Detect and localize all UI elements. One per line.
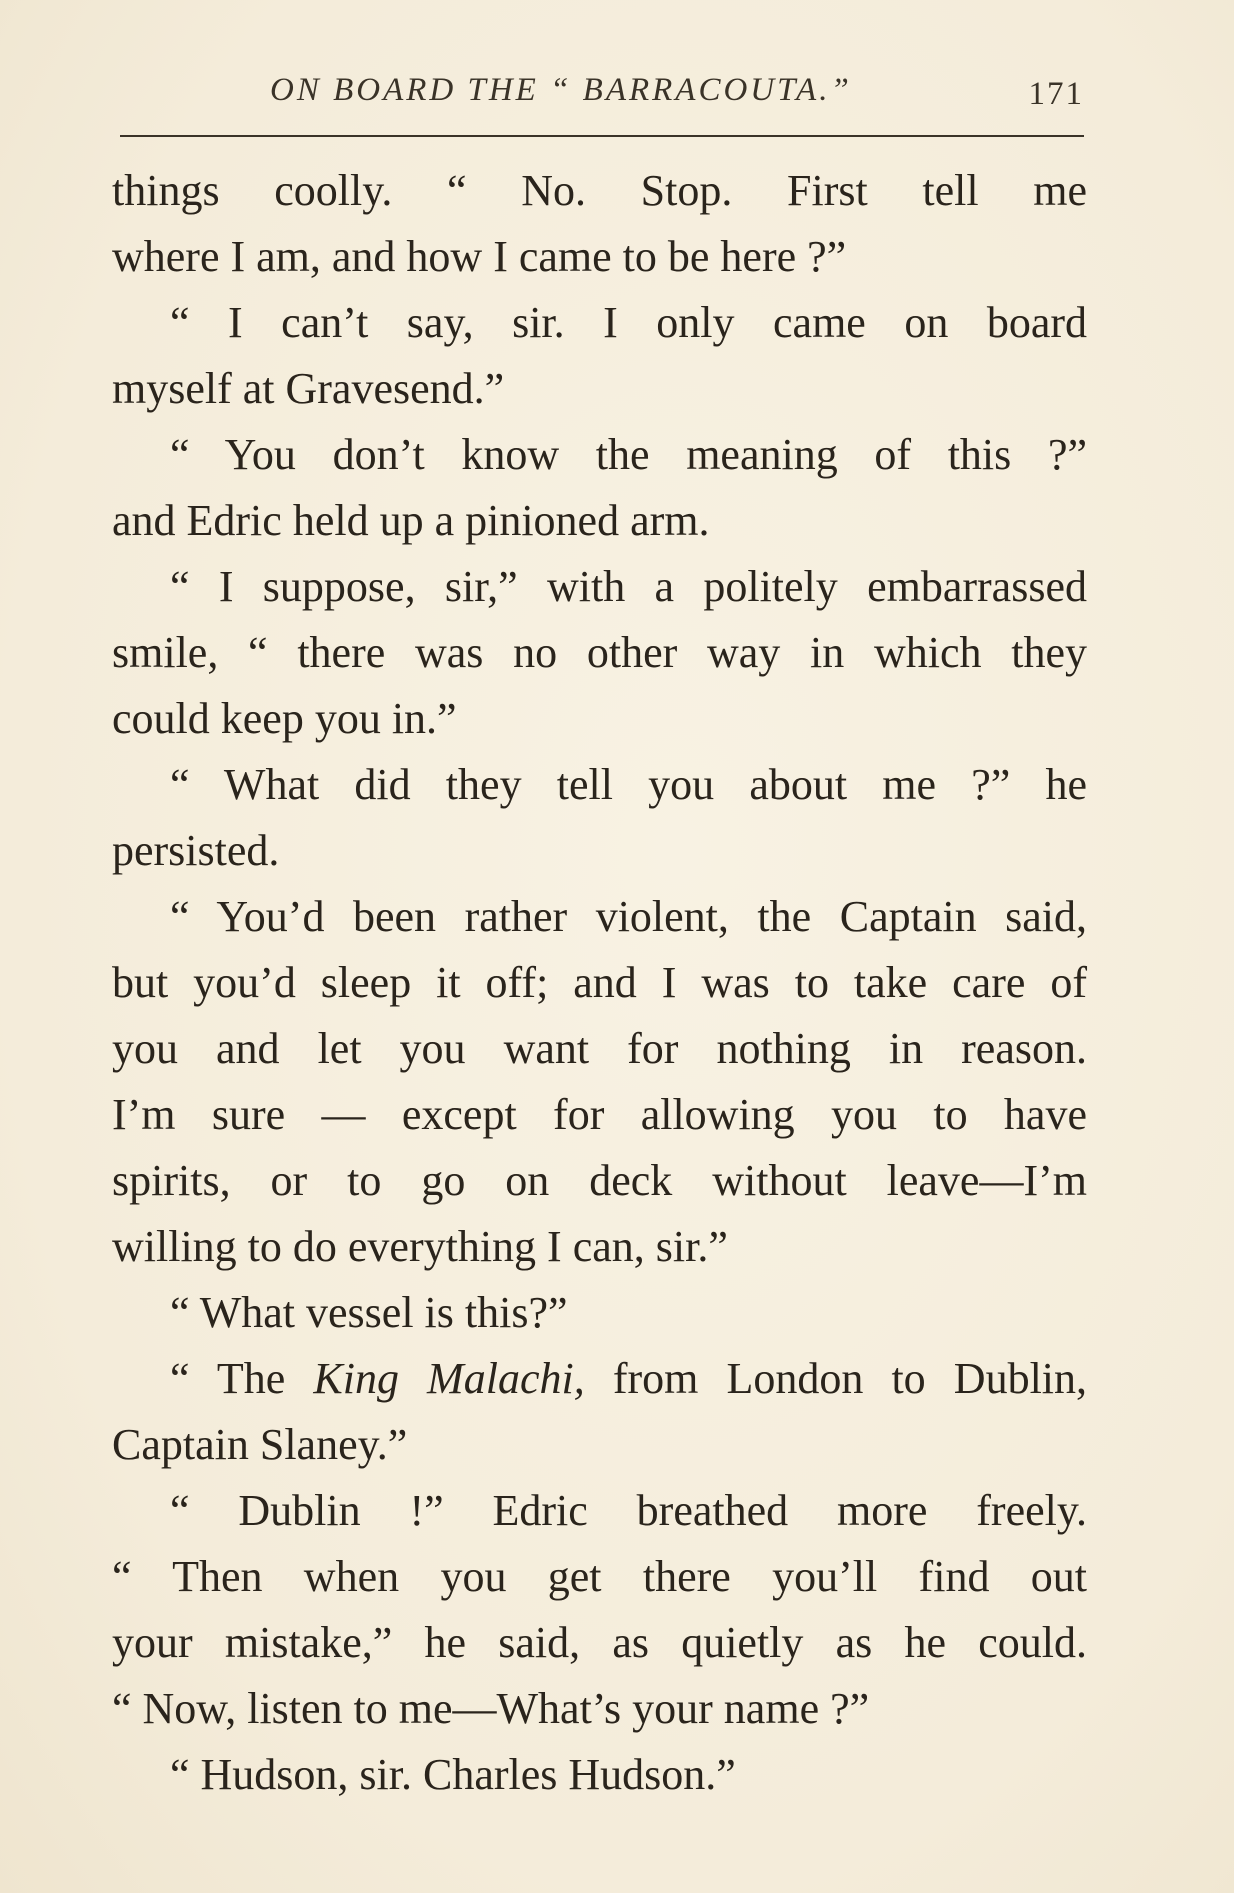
text-line: you and let you want for nothing in reason. [112, 1024, 1087, 1073]
text-line: “ I suppose, sir,” with a politely embarrassed [170, 562, 1087, 611]
page-header [120, 72, 1084, 132]
text-line: things coolly. “ No. Stop. First tell me [112, 166, 1087, 215]
text-line: where I am, and how I came to be here ?” [112, 232, 847, 281]
text-line: “ You’d been rather violent, the Captain said, [170, 892, 1087, 941]
text-line: myself at Gravesend.” [112, 364, 505, 413]
text-line: “ Dublin !” Edric breathed more freely. [170, 1486, 1087, 1535]
text-line: persisted. [112, 826, 280, 875]
text-line: smile, “ there was no other way in which they [112, 628, 1087, 677]
text-line: willing to do everything I can, sir.” [112, 1222, 728, 1271]
header-rule [120, 135, 1084, 137]
text-line: Captain Slaney.” [112, 1420, 408, 1469]
text-line: spirits, or to go on deck without leave—I’m [112, 1156, 1087, 1205]
text-line: your mistake,” he said, as quietly as he could. [112, 1618, 1087, 1667]
text-line: but you’d sleep it off; and I was to take care of [112, 958, 1087, 1007]
text-line: “ Hudson, sir. Charles Hudson.” [170, 1750, 736, 1799]
text-line: “ Then when you get there you’ll find out [112, 1552, 1087, 1601]
text-line: “ What did they tell you about me ?” he [170, 760, 1087, 809]
body-text [112, 158, 1087, 1808]
ship-name-italic: King Malachi, [313, 1354, 585, 1403]
text-line: “ What vessel is this?” [170, 1288, 568, 1337]
text-line: “ I can’t say, sir. I only came on board [170, 298, 1087, 347]
page-number: 171 [1028, 76, 1084, 112]
running-head: ON BOARD THE “ BARRACOUTA.” [270, 72, 852, 108]
text-line: I’m sure — except for allowing you to have [112, 1090, 1087, 1139]
text-fragment: “ The [170, 1354, 314, 1403]
text-line: could keep you in.” [112, 694, 457, 743]
text-line: “ You don’t know the meaning of this ?” [170, 430, 1087, 479]
text-line: and Edric held up a pinioned arm. [112, 496, 710, 545]
text-fragment: from London to Dublin, [584, 1354, 1088, 1403]
text-line: “ Now, listen to me—What’s your name ?” [112, 1684, 870, 1733]
text-line-ship [112, 1346, 1087, 1412]
